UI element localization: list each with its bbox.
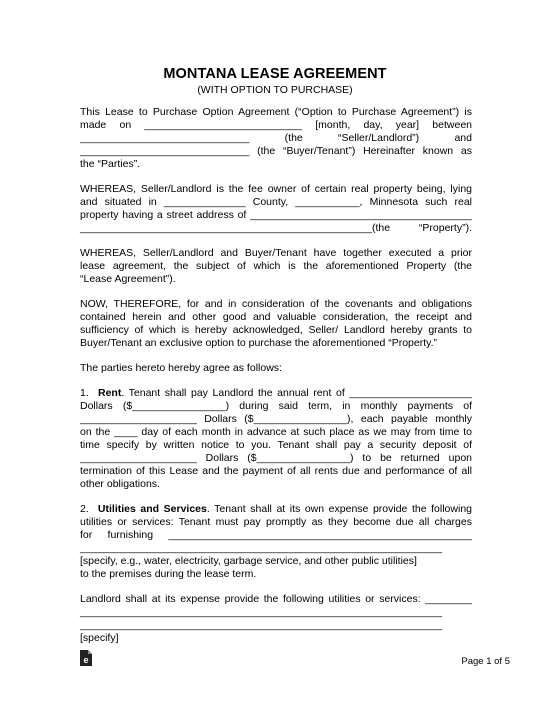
section-number: 1. bbox=[80, 387, 89, 399]
intro-paragraph bbox=[80, 106, 472, 171]
text-line: __________________________________________________(the “Property”). bbox=[80, 222, 472, 234]
page-number: Page 1 of 5 bbox=[461, 656, 510, 667]
section-heading: Utilities and Services bbox=[97, 503, 207, 515]
text-line: property having a street address of ______________________________________ bbox=[80, 209, 472, 221]
whereas-paragraph-2 bbox=[80, 247, 472, 286]
landlord-utilities-paragraph bbox=[80, 593, 472, 645]
text-line: Dollars ($________________) during said term, in monthly payments of bbox=[80, 400, 472, 412]
text-line: Buyer/Tenant an exclusive option to purchase the aforementioned “Property.” bbox=[80, 337, 438, 349]
text-line: This Lease to Purchase Option Agreement (“Option to Purchase Agreement”) is bbox=[80, 106, 472, 118]
text-line: to the premises during the lease term. bbox=[80, 568, 257, 580]
text-line: lease agreement, the subject of which is the aforementioned Property (the bbox=[80, 260, 472, 272]
text-line: NOW, THEREFORE, for and in consideration of the covenants and obligations bbox=[80, 298, 472, 310]
eforms-logo-icon bbox=[80, 650, 92, 666]
text-line: _____________________________ (the “Buyer/Tenant”) Hereinafter known as bbox=[80, 145, 472, 157]
text-line: ____________________ Dollars ($________________), each payable monthly bbox=[80, 413, 472, 425]
whereas-paragraph-1 bbox=[80, 183, 472, 235]
section-text: . Tenant shall pay Landlord the annual rent of _____________________ bbox=[121, 387, 472, 399]
text-line: termination of this Lease and the payment of all rents due and performance of all bbox=[80, 465, 472, 477]
text-line: [specify] bbox=[80, 632, 119, 644]
document-body bbox=[80, 106, 472, 657]
text-line: utilities or services: Tenant must pay promptly as they become due all charges bbox=[80, 516, 472, 528]
text-line: WHEREAS, Seller/Landlord and Buyer/Tenant have together executed a prior bbox=[80, 247, 472, 259]
text-line bbox=[80, 503, 472, 516]
text-line: and situated in ______________ County, ___________, Minnesota such real bbox=[80, 196, 472, 208]
section-number: 2. bbox=[80, 503, 89, 515]
now-therefore-paragraph bbox=[80, 298, 472, 350]
text-line: other obligations. bbox=[80, 478, 160, 490]
text-line: The parties hereto hereby agree as follows: bbox=[80, 362, 282, 374]
agree-paragraph bbox=[80, 362, 472, 375]
text-line: for furnishing ____________________________________________________ bbox=[80, 529, 472, 541]
text-line: “Lease Agreement”). bbox=[80, 273, 176, 285]
section-heading: Rent bbox=[97, 387, 122, 399]
text-line: the “Parties”. bbox=[80, 158, 141, 170]
text-line: ______________________________________________________________ bbox=[80, 606, 443, 618]
text-line: contained herein and other good and valuable consideration, the receipt and bbox=[80, 311, 472, 323]
text-line: _____________________________ (the “Seller/Landlord”) and bbox=[80, 132, 472, 144]
text-line: WHEREAS, Seller/Landlord is the fee owner of certain real property being, lying bbox=[80, 183, 472, 195]
text-line: ____________________ Dollars ($________________) to be returned upon bbox=[80, 452, 472, 464]
text-line: [specify, e.g., water, electricity, garbage service, and other public utilities] bbox=[80, 555, 417, 567]
document-subtitle: (WITH OPTION TO PURCHASE) bbox=[197, 84, 353, 96]
text-line: on the ____ day of each month in advance at such place as we may from time to bbox=[80, 426, 472, 438]
document-title: MONTANA LEASE AGREEMENT bbox=[163, 66, 387, 82]
text-line: made on ___________________________ [month, day, year] between bbox=[80, 119, 472, 131]
text-line: ______________________________________________________________ bbox=[80, 619, 443, 631]
text-line: time specify by written notice to you. Tenant shall pay a security deposit of bbox=[80, 439, 472, 451]
utilities-section bbox=[80, 503, 472, 581]
text-line: Landlord shall at its expense provide the following utilities or services: ________ bbox=[80, 593, 472, 605]
section-text: . Tenant shall at its own expense provide the following bbox=[206, 503, 472, 515]
text-line: sufficiency of which is hereby acknowledged, Seller/ Landlord hereby grants to bbox=[80, 324, 472, 336]
svg-text:e: e bbox=[83, 655, 89, 665]
text-line: ______________________________________________________________ bbox=[80, 542, 443, 554]
text-line bbox=[80, 387, 472, 400]
rent-section bbox=[80, 387, 472, 491]
